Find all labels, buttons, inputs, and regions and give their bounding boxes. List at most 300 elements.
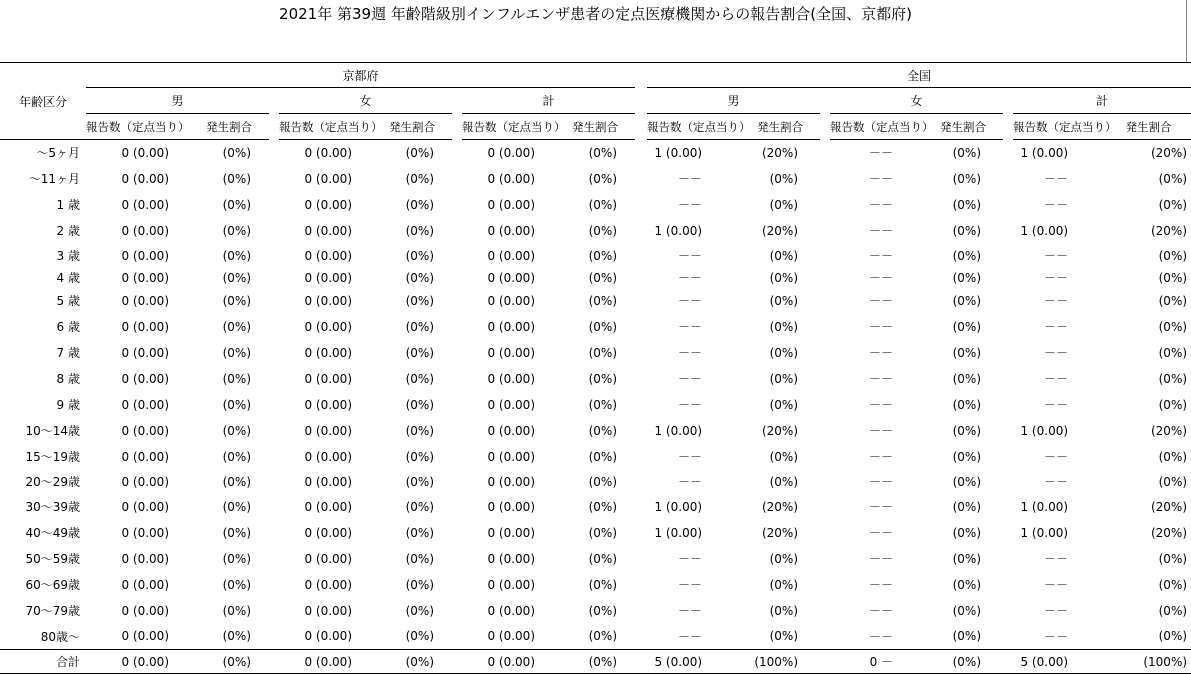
rate-cell: (0%): [769, 293, 799, 308]
table-row: [0, 494, 1191, 520]
age-group-label: 3 歳: [56, 249, 80, 263]
spacer-cell: [452, 366, 462, 392]
report-count-cell: －－: [869, 249, 894, 263]
report-count-cell: －－: [1044, 604, 1069, 618]
report-count-cell: －－: [678, 475, 703, 489]
spacer-cell: [269, 140, 279, 166]
report-count-cell: －－: [1044, 320, 1069, 334]
table-row: [0, 470, 1191, 494]
report-count-cell: 0 (0.00): [487, 629, 535, 644]
spacer-cell: [452, 192, 462, 218]
report-count-cell: 0 (0.00): [487, 551, 535, 566]
spacer-cell: [269, 444, 279, 470]
rate-cell: (0%): [222, 449, 251, 464]
table-row: [0, 598, 1191, 624]
report-count-cell: 0 (0.00): [304, 270, 352, 285]
rate-cell: (0%): [405, 293, 434, 308]
report-count-cell: 5 (0.00): [647, 650, 740, 674]
spacer-cell: [269, 192, 279, 218]
spacer-cell: [820, 288, 830, 314]
col-report-header: 報告数（定点当り）: [830, 114, 923, 140]
report-count-cell: 0 (0.00): [487, 293, 535, 308]
rate-cell: (0%): [769, 248, 799, 263]
rate-cell: (0%): [769, 603, 799, 618]
rate-cell: (0%): [769, 270, 799, 285]
report-count-cell: 0 (0.00): [86, 650, 189, 674]
report-count-cell: 0 (0.00): [304, 551, 352, 566]
divider: [1186, 0, 1187, 62]
report-count-cell: 0 (0.00): [304, 629, 352, 644]
rate-cell: (0%): [588, 499, 618, 514]
rate-cell: (0%): [222, 248, 251, 263]
table-row: [0, 166, 1191, 192]
spacer-cell: [1003, 598, 1013, 624]
rate-cell: (20%): [1150, 145, 1188, 160]
report-count-cell: 0 (0.00): [304, 371, 352, 386]
report-count-cell: 0 (0.00): [487, 525, 535, 540]
report-count-cell: －－: [678, 346, 703, 360]
rate-cell: (0%): [769, 449, 799, 464]
rate-cell: (0%): [769, 474, 799, 489]
report-count-cell: 0 (0.00): [304, 197, 352, 212]
rate-cell: (0%): [1158, 603, 1188, 618]
age-group-label: 60～69歳: [25, 578, 80, 592]
spacer-cell: [269, 314, 279, 340]
spacer-cell: [635, 624, 647, 650]
report-count-cell: －－: [869, 604, 894, 618]
sex-header-total: 計: [462, 88, 635, 114]
spacer-cell: [269, 366, 279, 392]
spacer-cell: [820, 598, 830, 624]
spacer-cell: [635, 166, 647, 192]
spacer-cell: [452, 268, 462, 288]
rate-cell: (0%): [405, 345, 434, 360]
rate-cell: (20%): [761, 223, 799, 238]
age-group-label: 9 歳: [56, 398, 80, 412]
spacer-cell: [635, 470, 647, 494]
rate-cell: (0%): [952, 449, 982, 464]
age-group-label: 6 歳: [56, 320, 80, 334]
report-count-cell: 0 (0.00): [121, 171, 169, 186]
rate-cell: (0%): [222, 577, 251, 592]
rate-cell: (0%): [222, 270, 251, 285]
table-row: [0, 218, 1191, 244]
rate-cell: (0%): [952, 223, 982, 238]
rate-cell: (0%): [769, 345, 799, 360]
report-count-cell: 0 (0.00): [279, 650, 372, 674]
rate-cell: (0%): [588, 345, 618, 360]
rate-cell: (0%): [923, 650, 1003, 674]
rate-cell: (0%): [952, 629, 982, 644]
rate-cell: (0%): [222, 197, 251, 212]
report-count-cell: －－: [1044, 294, 1069, 308]
report-count-cell: －－: [869, 629, 894, 644]
sex-header-female: 女: [830, 88, 1003, 114]
table-row: [0, 340, 1191, 366]
spacer-cell: [452, 572, 462, 598]
col-report-header: 報告数（定点当り）: [1013, 114, 1106, 140]
rate-cell: (0%): [405, 423, 434, 438]
spacer-cell: [452, 244, 462, 268]
rate-cell: (0%): [1158, 371, 1188, 386]
rate-cell: (0%): [405, 371, 434, 386]
rate-cell: (0%): [222, 145, 251, 160]
report-count-cell: 0 (0.00): [487, 397, 535, 412]
report-count-cell: －－: [1044, 578, 1069, 592]
report-count-cell: 0 (0.00): [487, 223, 535, 238]
age-column-header: 年齢区分: [0, 63, 86, 140]
report-count-cell: －－: [1044, 271, 1069, 285]
spacer-cell: [820, 192, 830, 218]
rate-cell: (20%): [761, 423, 799, 438]
rate-cell: (100%): [1106, 650, 1191, 674]
rate-cell: (20%): [761, 525, 799, 540]
report-count-cell: 1 (0.00): [654, 145, 703, 160]
report-count-cell: 1 (0.00): [1020, 499, 1069, 514]
spacer-cell: [820, 494, 830, 520]
rate-cell: (20%): [761, 145, 799, 160]
rate-cell: (0%): [952, 423, 982, 438]
rate-cell: (0%): [588, 270, 618, 285]
table-row: [0, 418, 1191, 444]
report-count-cell: 1 (0.00): [654, 525, 703, 540]
rate-cell: (0%): [952, 551, 982, 566]
report-count-cell: 0 (0.00): [121, 449, 169, 464]
col-rate-header: 発生割合: [740, 114, 820, 140]
report-count-cell: －－: [1044, 552, 1069, 566]
sex-header-male: 男: [647, 88, 820, 114]
table-row: [0, 140, 1191, 166]
report-count-cell: 0 (0.00): [121, 248, 169, 263]
rate-cell: (0%): [952, 145, 982, 160]
col-rate-header: 発生割合: [923, 114, 1003, 140]
table-row: [0, 392, 1191, 418]
rate-cell: (0%): [405, 223, 434, 238]
age-group-label: 1 歳: [56, 198, 80, 212]
report-count-cell: 0 (0.00): [304, 171, 352, 186]
header-row-region: [0, 63, 1191, 88]
report-count-cell: －－: [869, 475, 894, 489]
rate-cell: (0%): [588, 474, 618, 489]
report-count-cell: 0 (0.00): [304, 397, 352, 412]
spacer-cell: [1003, 470, 1013, 494]
spacer-cell: [820, 546, 830, 572]
spacer-cell: [1003, 340, 1013, 366]
report-count-cell: －－: [869, 346, 894, 360]
col-rate-header: 発生割合: [189, 114, 269, 140]
rate-cell: (0%): [405, 397, 434, 412]
rate-cell: (0%): [952, 474, 982, 489]
rate-cell: (0%): [405, 145, 434, 160]
age-group-label: 5 歳: [56, 294, 80, 308]
report-count-cell: －－: [869, 320, 894, 334]
age-group-label: 30～39歳: [25, 500, 80, 514]
rate-cell: (0%): [588, 629, 618, 644]
rate-cell: (0%): [952, 499, 982, 514]
rate-cell: (0%): [405, 499, 434, 514]
report-count-cell: －－: [678, 172, 703, 186]
report-count-cell: 0 (0.00): [121, 319, 169, 334]
spacer-cell: [820, 392, 830, 418]
report-count-cell: －－: [869, 198, 894, 212]
report-count-cell: －－: [869, 552, 894, 566]
report-count-cell: 1 (0.00): [654, 499, 703, 514]
rate-cell: (0%): [1158, 629, 1188, 644]
spacer-cell: [820, 244, 830, 268]
rate-cell: (0%): [952, 603, 982, 618]
spacer-cell: [452, 218, 462, 244]
spacer-cell: [820, 268, 830, 288]
spacer-cell: [635, 572, 647, 598]
sex-header-total: 計: [1013, 88, 1191, 114]
rate-cell: (0%): [1158, 345, 1188, 360]
rate-cell: (0%): [405, 474, 434, 489]
report-count-cell: 0 (0.00): [487, 345, 535, 360]
report-count-cell: 0 (0.00): [121, 345, 169, 360]
spacer-cell: [452, 650, 462, 674]
region-gap: [635, 63, 647, 88]
spacer-cell: [452, 520, 462, 546]
rate-cell: (0%): [588, 248, 618, 263]
report-count-cell: 0 (0.00): [121, 293, 169, 308]
spacer-cell: [820, 650, 830, 674]
report-count-cell: 0 (0.00): [304, 525, 352, 540]
spacer-cell: [1003, 218, 1013, 244]
col-rate-header: 発生割合: [555, 114, 635, 140]
rate-cell: (0%): [952, 248, 982, 263]
spacer-cell: [452, 314, 462, 340]
rate-cell: (0%): [1158, 319, 1188, 334]
spacer-cell: [820, 520, 830, 546]
report-count-cell: 0 (0.00): [121, 629, 169, 644]
table-row: [0, 572, 1191, 598]
report-count-cell: －－: [1044, 372, 1069, 386]
report-count-cell: 0 (0.00): [304, 319, 352, 334]
rate-cell: (0%): [1158, 270, 1188, 285]
table-row: [0, 314, 1191, 340]
rate-cell: (0%): [405, 197, 434, 212]
report-count-cell: 0 (0.00): [121, 551, 169, 566]
report-count-cell: －－: [869, 271, 894, 285]
rate-cell: (0%): [222, 499, 251, 514]
spacer-cell: [269, 470, 279, 494]
spacer-cell: [635, 392, 647, 418]
spacer-cell: [269, 392, 279, 418]
spacer-cell: [635, 366, 647, 392]
rate-cell: (0%): [222, 319, 251, 334]
rate-cell: (0%): [222, 474, 251, 489]
report-count-cell: 1 (0.00): [654, 423, 703, 438]
spacer-cell: [452, 598, 462, 624]
report-count-cell: 0 (0.00): [121, 499, 169, 514]
rate-cell: (0%): [769, 577, 799, 592]
report-count-cell: －－: [678, 198, 703, 212]
report-count-cell: 0 (0.00): [304, 577, 352, 592]
spacer-cell: [820, 444, 830, 470]
spacer-cell: [452, 624, 462, 650]
table-row: [0, 624, 1191, 650]
age-group-label: 70～79歳: [25, 604, 80, 618]
report-count-cell: 0 (0.00): [487, 145, 535, 160]
rate-cell: (0%): [588, 293, 618, 308]
table-body: [0, 140, 1191, 674]
report-count-cell: 0 (0.00): [462, 650, 555, 674]
col-report-header: 報告数（定点当り）: [462, 114, 555, 140]
report-count-cell: －－: [1044, 172, 1069, 186]
rate-cell: (0%): [222, 551, 251, 566]
rate-cell: (0%): [952, 270, 982, 285]
report-count-cell: 0 (0.00): [304, 145, 352, 160]
report-count-cell: 0 (0.00): [121, 371, 169, 386]
report-count-cell: 0 (0.00): [487, 371, 535, 386]
sex-header-male: 男: [86, 88, 269, 114]
age-group-label: 20～29歳: [25, 475, 80, 489]
spacer-cell: [1003, 268, 1013, 288]
page-title: 2021年 第39週 年齢階級別インフルエンザ患者の定点医療機関からの報告割合(全国、京都府): [279, 5, 912, 23]
report-count-cell: －－: [1044, 198, 1069, 212]
spacer-cell: [635, 218, 647, 244]
rate-cell: (0%): [222, 397, 251, 412]
table-row: [0, 192, 1191, 218]
report-count-cell: －－: [678, 271, 703, 285]
report-count-cell: 1 (0.00): [1020, 145, 1069, 160]
rate-cell: (0%): [405, 449, 434, 464]
rate-cell: (0%): [222, 171, 251, 186]
report-count-cell: －－: [678, 249, 703, 263]
table-row: [0, 546, 1191, 572]
report-count-cell: 0 －: [830, 650, 923, 674]
report-count-cell: 0 (0.00): [304, 293, 352, 308]
report-count-cell: 0 (0.00): [487, 449, 535, 464]
rate-cell: (0%): [952, 371, 982, 386]
spacer-cell: [269, 572, 279, 598]
spacer-cell: [1003, 366, 1013, 392]
report-count-cell: －－: [1044, 450, 1069, 464]
rate-cell: (0%): [952, 319, 982, 334]
rate-cell: (20%): [1150, 423, 1188, 438]
rate-cell: (0%): [769, 629, 799, 644]
sex-header-female: 女: [279, 88, 452, 114]
spacer-cell: [635, 520, 647, 546]
col-report-header: 報告数（定点当り）: [86, 114, 189, 140]
spacer-cell: [452, 288, 462, 314]
rate-cell: (0%): [222, 293, 251, 308]
header-row-sex: [0, 88, 1191, 114]
spacer-cell: [452, 418, 462, 444]
rate-cell: (0%): [588, 551, 618, 566]
rate-cell: (0%): [405, 248, 434, 263]
table-row: [0, 520, 1191, 546]
spacer-cell: [269, 598, 279, 624]
rate-cell: (0%): [769, 397, 799, 412]
spacer-cell: [452, 340, 462, 366]
report-count-cell: 0 (0.00): [487, 577, 535, 592]
report-count-cell: －－: [678, 552, 703, 566]
spacer-cell: [269, 268, 279, 288]
spacer-cell: [1003, 314, 1013, 340]
spacer-cell: [452, 166, 462, 192]
spacer-cell: [635, 192, 647, 218]
report-count-cell: －－: [869, 450, 894, 464]
report-count-cell: －－: [869, 500, 894, 514]
rate-cell: (0%): [222, 423, 251, 438]
spacer-cell: [820, 572, 830, 598]
age-group-label: ～5ヶ月: [36, 146, 80, 161]
report-count-cell: 0 (0.00): [121, 145, 169, 160]
age-group-label: 8 歳: [56, 372, 80, 386]
report-count-cell: －－: [869, 294, 894, 308]
spacer-cell: [820, 366, 830, 392]
influenza-table: [0, 62, 1191, 674]
spacer-cell: [820, 218, 830, 244]
col-rate-header: 発生割合: [372, 114, 452, 140]
report-count-cell: －－: [678, 320, 703, 334]
rate-cell: (0%): [952, 525, 982, 540]
col-report-header: 報告数（定点当り）: [279, 114, 372, 140]
spacer-cell: [1003, 192, 1013, 218]
region-header-national: 全国: [647, 63, 1191, 88]
rate-cell: (0%): [588, 423, 618, 438]
spacer-cell: [269, 218, 279, 244]
spacer-cell: [269, 288, 279, 314]
spacer-cell: [1003, 572, 1013, 598]
report-count-cell: 0 (0.00): [487, 499, 535, 514]
spacer-cell: [635, 340, 647, 366]
table-row: [0, 444, 1191, 470]
spacer-cell: [269, 244, 279, 268]
spacer-cell: [635, 268, 647, 288]
report-count-cell: 0 (0.00): [304, 603, 352, 618]
report-count-cell: －－: [869, 578, 894, 592]
report-count-cell: 0 (0.00): [121, 577, 169, 592]
spacer-cell: [452, 470, 462, 494]
report-count-cell: 0 (0.00): [487, 423, 535, 438]
rate-cell: (0%): [1158, 474, 1188, 489]
report-count-cell: 0 (0.00): [487, 474, 535, 489]
report-count-cell: 1 (0.00): [654, 223, 703, 238]
age-group-label: 10～14歳: [25, 424, 80, 438]
spacer-cell: [1003, 288, 1013, 314]
report-count-cell: 0 (0.00): [487, 319, 535, 334]
rate-cell: (0%): [222, 345, 251, 360]
report-count-cell: －－: [1044, 475, 1069, 489]
spacer-cell: [1003, 392, 1013, 418]
report-count-cell: －－: [1044, 398, 1069, 412]
spacer-cell: [820, 166, 830, 192]
spacer-cell: [1003, 444, 1013, 470]
rate-cell: (0%): [1158, 171, 1188, 186]
spacer-cell: [820, 314, 830, 340]
report-count-cell: 0 (0.00): [121, 525, 169, 540]
report-count-cell: 0 (0.00): [487, 270, 535, 285]
spacer-cell: [269, 520, 279, 546]
spacer-cell: [820, 340, 830, 366]
report-count-cell: －－: [869, 146, 894, 161]
rate-cell: (0%): [588, 197, 618, 212]
age-group-label: 40～49歳: [25, 526, 80, 540]
report-count-cell: 0 (0.00): [304, 345, 352, 360]
report-count-cell: 0 (0.00): [121, 197, 169, 212]
report-count-cell: 0 (0.00): [304, 423, 352, 438]
rate-cell: (20%): [1150, 499, 1188, 514]
report-count-cell: 5 (0.00): [1013, 650, 1106, 674]
report-count-cell: －－: [869, 398, 894, 412]
report-count-cell: 0 (0.00): [121, 474, 169, 489]
report-count-cell: 0 (0.00): [304, 474, 352, 489]
spacer-cell: [635, 140, 647, 166]
rate-cell: (0%): [405, 319, 434, 334]
report-count-cell: 1 (0.00): [1020, 223, 1069, 238]
